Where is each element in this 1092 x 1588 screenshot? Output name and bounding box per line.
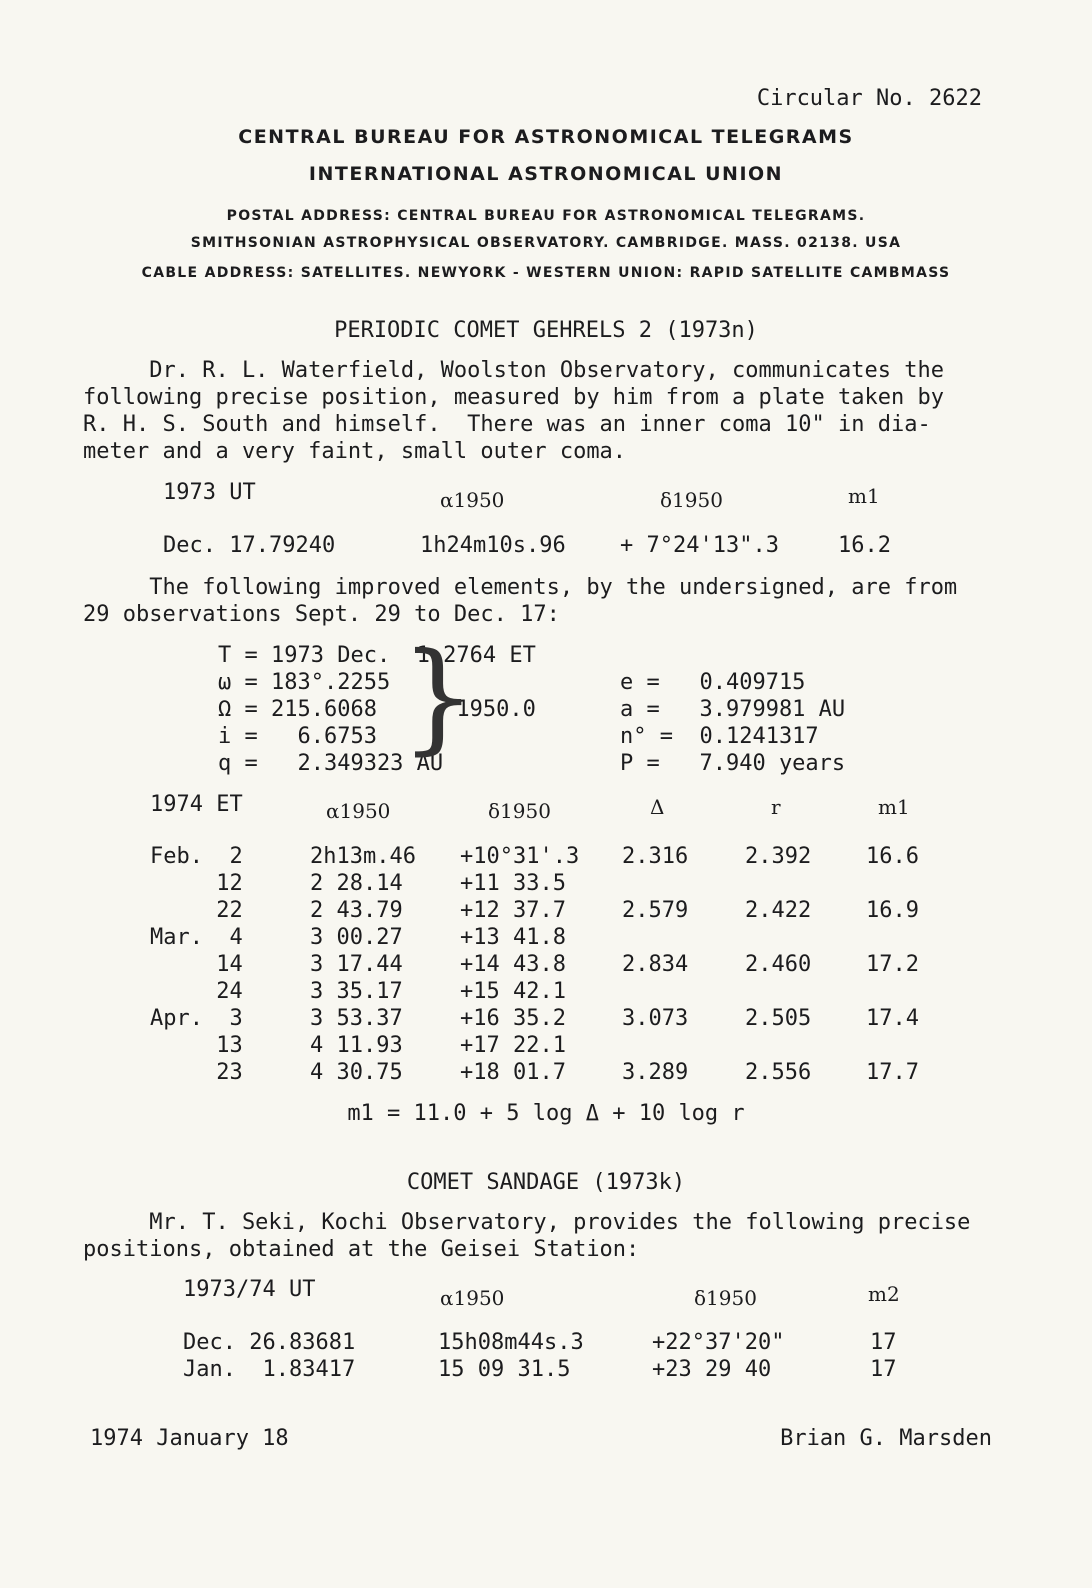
eph-delta: 3.289 [622,1060,689,1085]
paragraph-line: Mr. T. Seki, Kochi Observatory, provides the following precise [83,1210,971,1235]
eph-date: 22 [150,898,243,923]
eph-mag: 17.7 [866,1060,919,1085]
obs2-date: Dec. 26.83681 [183,1330,356,1355]
obs-dec: + 7°24'13".3 [620,533,779,558]
eph-delta: 2.579 [622,898,689,923]
eph-ra: 3 00.27 [310,925,403,950]
cable-address: CABLE ADDRESS: SATELLITES. NEWYORK - WESTERN UNION: RAPID SATELLITE CAMBMASS [141,265,951,281]
postal-address-line-2: SMITHSONIAN ASTROPHYSICAL OBSERVATORY. CAMBRIDGE. MASS. 02138. USA [190,235,902,251]
obs2-mag: 17 [870,1330,897,1355]
eph-header-dec: δ1950 [488,799,551,823]
eph-dec: +16 35.2 [460,1006,566,1031]
obs2-dec: +22°37'20" [652,1330,785,1355]
eph-r: 2.422 [745,898,812,923]
eph-mag: 17.2 [866,952,919,977]
eph-date: Apr. 3 [150,1006,243,1031]
eph-dec: +18 01.7 [460,1060,566,1085]
paragraph-line: following precise position, measured by him from a plate taken by [83,385,944,410]
element-line: P = 7.940 years [620,751,846,776]
eph-mag: 16.6 [866,844,919,869]
circular-number: Circular No. 2622 [756,86,982,111]
eph-date: 14 [150,952,243,977]
eph-dec: +13 41.8 [460,925,566,950]
eph-date: Feb. 2 [150,844,243,869]
paragraph-line: meter and a very faint, small outer coma. [83,439,627,464]
paragraph-line: positions, obtained at the Geisei Station: [83,1237,640,1262]
paragraph-line: The following improved elements, by the undersigned, are from [83,575,958,600]
paragraph-line: Dr. R. L. Waterfield, Woolston Observatory, communicates the [83,358,944,383]
obs2-header-date: 1973/74 UT [183,1277,316,1302]
eph-mag: 17.4 [866,1006,919,1031]
eph-ra: 2h13m.46 [310,844,416,869]
brace-symbol: } [400,628,477,767]
eph-ra: 2 28.14 [310,871,403,896]
eph-delta: 2.316 [622,844,689,869]
obs-header-dec: δ1950 [660,488,723,512]
eph-ra: 3 53.37 [310,1006,403,1031]
eph-header-date: 1974 ET [150,792,243,817]
element-line: Ω = 215.6068 1950.0 [218,697,536,722]
paragraph-line: 29 observations Sept. 29 to Dec. 17: [83,602,560,627]
obs-mag: 16.2 [838,533,891,558]
bureau-title: CENTRAL BUREAU FOR ASTRONOMICAL TELEGRAMS [238,126,854,148]
obs-ra: 1h24m10s.96 [420,533,566,558]
obs2-date: Jan. 1.83417 [183,1357,356,1382]
eph-ra: 2 43.79 [310,898,403,923]
eph-header-ra: α1950 [326,799,391,823]
eph-date: 13 [150,1033,243,1058]
eph-ra: 3 17.44 [310,952,403,977]
eph-date: 24 [150,979,243,1004]
element-line: ω = 183°.2255 [218,670,391,695]
obs-header-date: 1973 UT [163,480,256,505]
section-title-sandage: COMET SANDAGE (1973k) [406,1170,686,1195]
obs2-header-ra: α1950 [440,1286,505,1310]
element-line: n° = 0.1241317 [620,724,819,749]
postal-address-line-1: POSTAL ADDRESS: CENTRAL BUREAU FOR ASTRONOMICAL TELEGRAMS. [226,208,866,224]
obs-header-mag: m1 [848,484,880,508]
eph-header-delta: Δ [650,795,665,819]
magnitude-formula: m1 = 11.0 + 5 log Δ + 10 log r [347,1101,745,1126]
eph-date: Mar. 4 [150,925,243,950]
obs2-mag: 17 [870,1357,897,1382]
eph-delta: 3.073 [622,1006,689,1031]
paragraph-line: R. H. S. South and himself. There was an inner coma 10" in dia- [83,412,931,437]
obs2-header-dec: δ1950 [694,1286,757,1310]
eph-dec: +14 43.8 [460,952,566,977]
obs2-ra: 15 09 31.5 [438,1357,571,1382]
element-line: q = 2.349323 AU [218,751,444,776]
element-line: T = 1973 Dec. 1.2764 ET [218,643,536,668]
footer-date: 1974 January 18 [90,1426,289,1451]
eph-dec: +12 37.7 [460,898,566,923]
element-line: a = 3.979981 AU [620,697,846,722]
eph-header-r: r [771,795,781,819]
eph-r: 2.556 [745,1060,812,1085]
eph-r: 2.460 [745,952,812,977]
eph-ra: 4 11.93 [310,1033,403,1058]
footer-signature: Brian G. Marsden [780,1426,992,1451]
eph-ra: 4 30.75 [310,1060,403,1085]
obs-date: Dec. 17.79240 [163,533,336,558]
eph-header-mag: m1 [878,795,910,819]
eph-mag: 16.9 [866,898,919,923]
eph-dec: +10°31'.3 [460,844,580,869]
eph-r: 2.392 [745,844,812,869]
obs-header-ra: α1950 [440,488,505,512]
element-line: e = 0.409715 [620,670,806,695]
eph-delta: 2.834 [622,952,689,977]
section-title-gehrels: PERIODIC COMET GEHRELS 2 (1973n) [334,318,758,343]
eph-dec: +17 22.1 [460,1033,566,1058]
obs2-dec: +23 29 40 [652,1357,772,1382]
eph-r: 2.505 [745,1006,812,1031]
eph-ra: 3 35.17 [310,979,403,1004]
union-title: INTERNATIONAL ASTRONOMICAL UNION [308,163,784,185]
eph-dec: +11 33.5 [460,871,566,896]
obs2-header-mag: m2 [868,1282,900,1306]
eph-dec: +15 42.1 [460,979,566,1004]
obs2-ra: 15h08m44s.3 [438,1330,584,1355]
eph-date: 23 [150,1060,243,1085]
eph-date: 12 [150,871,243,896]
element-line: i = 6.6753 [218,724,377,749]
